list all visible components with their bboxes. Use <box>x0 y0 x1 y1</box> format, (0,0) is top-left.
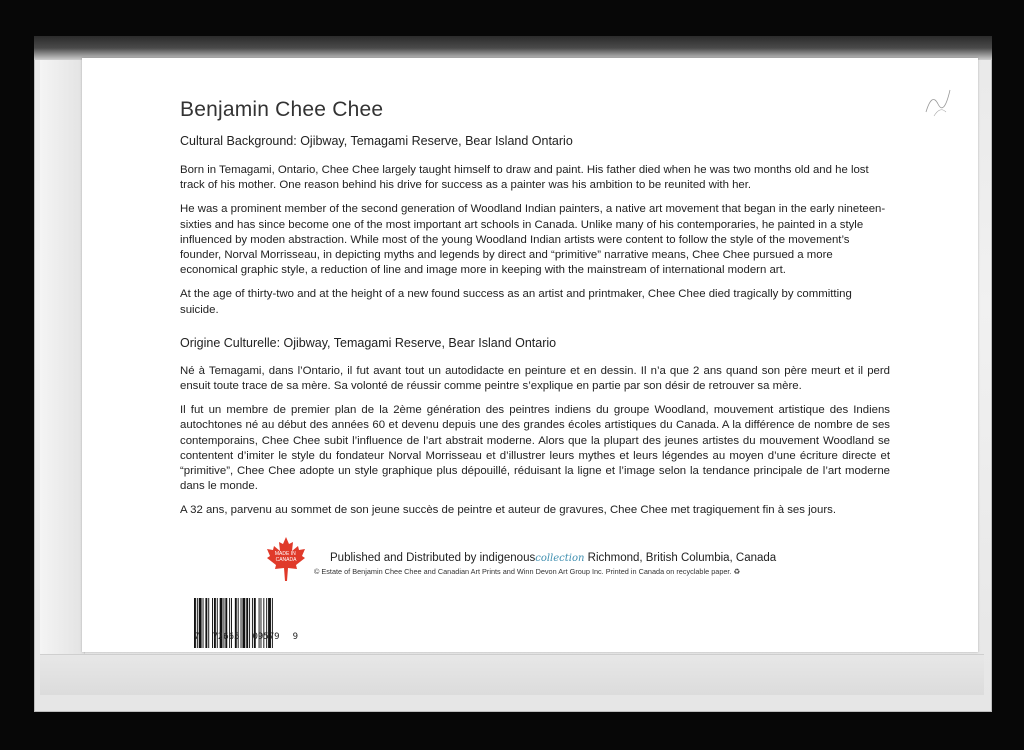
copyright-text: © Estate of Benjamin Chee Chee and Canadian Art Prints and Winn Devon Art Group Inc. Printed in Canada on recyclable paper. <box>314 567 732 576</box>
barcode-number <box>194 632 298 642</box>
cultural-background-en: Cultural Background: Ojibway, Temagami Reserve, Bear Island Ontario <box>180 134 573 148</box>
published-by-line <box>330 552 776 564</box>
brand-name-part2: collection <box>535 553 585 564</box>
bio-paragraph-en: Born in Temagami, Ontario, Chee Chee largely taught himself to draw and paint. His father died when he was two months old and he lost track of his mother. One reason behind his drive for success as a painter was his ambition to be reunited with her. <box>180 164 869 192</box>
barcode-digit-group: 9 <box>292 632 298 642</box>
barcode-digit-group: 7 <box>194 632 200 642</box>
bio-paragraph-en: At the age of thirty-two and at the height of a new found success as an artist and printmaker, Chee Chee died tragically by committing suicide. <box>180 288 852 316</box>
brand-name-part1: indigenous <box>479 552 536 564</box>
cultural-background-fr: Origine Culturelle: Ojibway, Temagami Reserve, Bear Island Ontario <box>180 335 557 350</box>
published-prefix: Published and Distributed by <box>330 552 480 564</box>
sleeve-glare <box>96 60 116 650</box>
copyright-line <box>314 567 740 576</box>
envelope-edge <box>40 60 85 680</box>
sleeve-top-edge <box>34 36 992 60</box>
recycle-icon: ♻ <box>733 567 741 576</box>
maple-leaf-icon <box>266 536 306 582</box>
published-suffix: Richmond, British Columbia, Canada <box>584 552 777 564</box>
envelope-bottom <box>40 654 984 695</box>
barcode-digit-group: 09579 <box>252 632 280 642</box>
bio-paragraph-en: He was a prominent member of the second generation of Woodland Indian painters, a native art movement that began in the early nineteen-sixties and has since become one of the most important art schools in Canada. Unlike many of his contemporaries, he painted in a style influenced by moden abstraction. While most of the young Woodland Indian artists were content to follow the style of the movement’s founder, Norval Morrisseau, in depicting myths and legends by direct and “primitive” narrative means, Chee Chee pursued a more economical graphic style, a reduction of line and image more in keeping with the mainstream of international modern art. <box>180 203 886 277</box>
pencil-mark <box>922 82 956 122</box>
bio-paragraph-fr: Né à Temagami, dans l’Ontario, il fut avant tout un autodidacte en peinture et en dessin. Il n’a que 2 ans quand son père meurt et il perd ensuit toute trace de sa mère. Sa volonté de réussir comme peintre s’explique en partie par son désir de retrouver sa mère. <box>180 364 890 393</box>
made-in-canada-label: MADE IN CANADA <box>274 551 297 563</box>
artist-name: Benjamin Chee Chee <box>180 98 384 121</box>
barcode-digit-group: 72665 <box>212 632 240 642</box>
card-back <box>82 58 978 652</box>
bio-paragraph-fr: Il fut un membre de premier plan de la 2ème génération des peintres indiens du groupe Woodland, mouvement artistique des Indiens autochtones né au début des années 60 et devenu depuis une des grandes écoles artistiques du Canada. A la différence de nombre de ses contemporains, Chee Chee subit l’influence de l’art abstrait moderne. Alors que la plupart des jeunes artistes du mouvement Woodland se contentent d’imiter le style du fondateur Norval Morrisseau et d’illustrer leurs mythes et leurs légendes au moyen d’une écriture directe et “primitive”, Chee Chee adopte un style graphique plus dépouillé, réduisant la ligne et l’image selon la tendance principale de l’art moderne dans le monde. <box>180 404 890 493</box>
bio-paragraph-fr: A 32 ans, parvenu au sommet de son jeune succès de peintre et auteur de gravures, Chee Chee met tragiquement fin à ses jours. <box>180 504 836 517</box>
artist-bio <box>180 98 890 528</box>
